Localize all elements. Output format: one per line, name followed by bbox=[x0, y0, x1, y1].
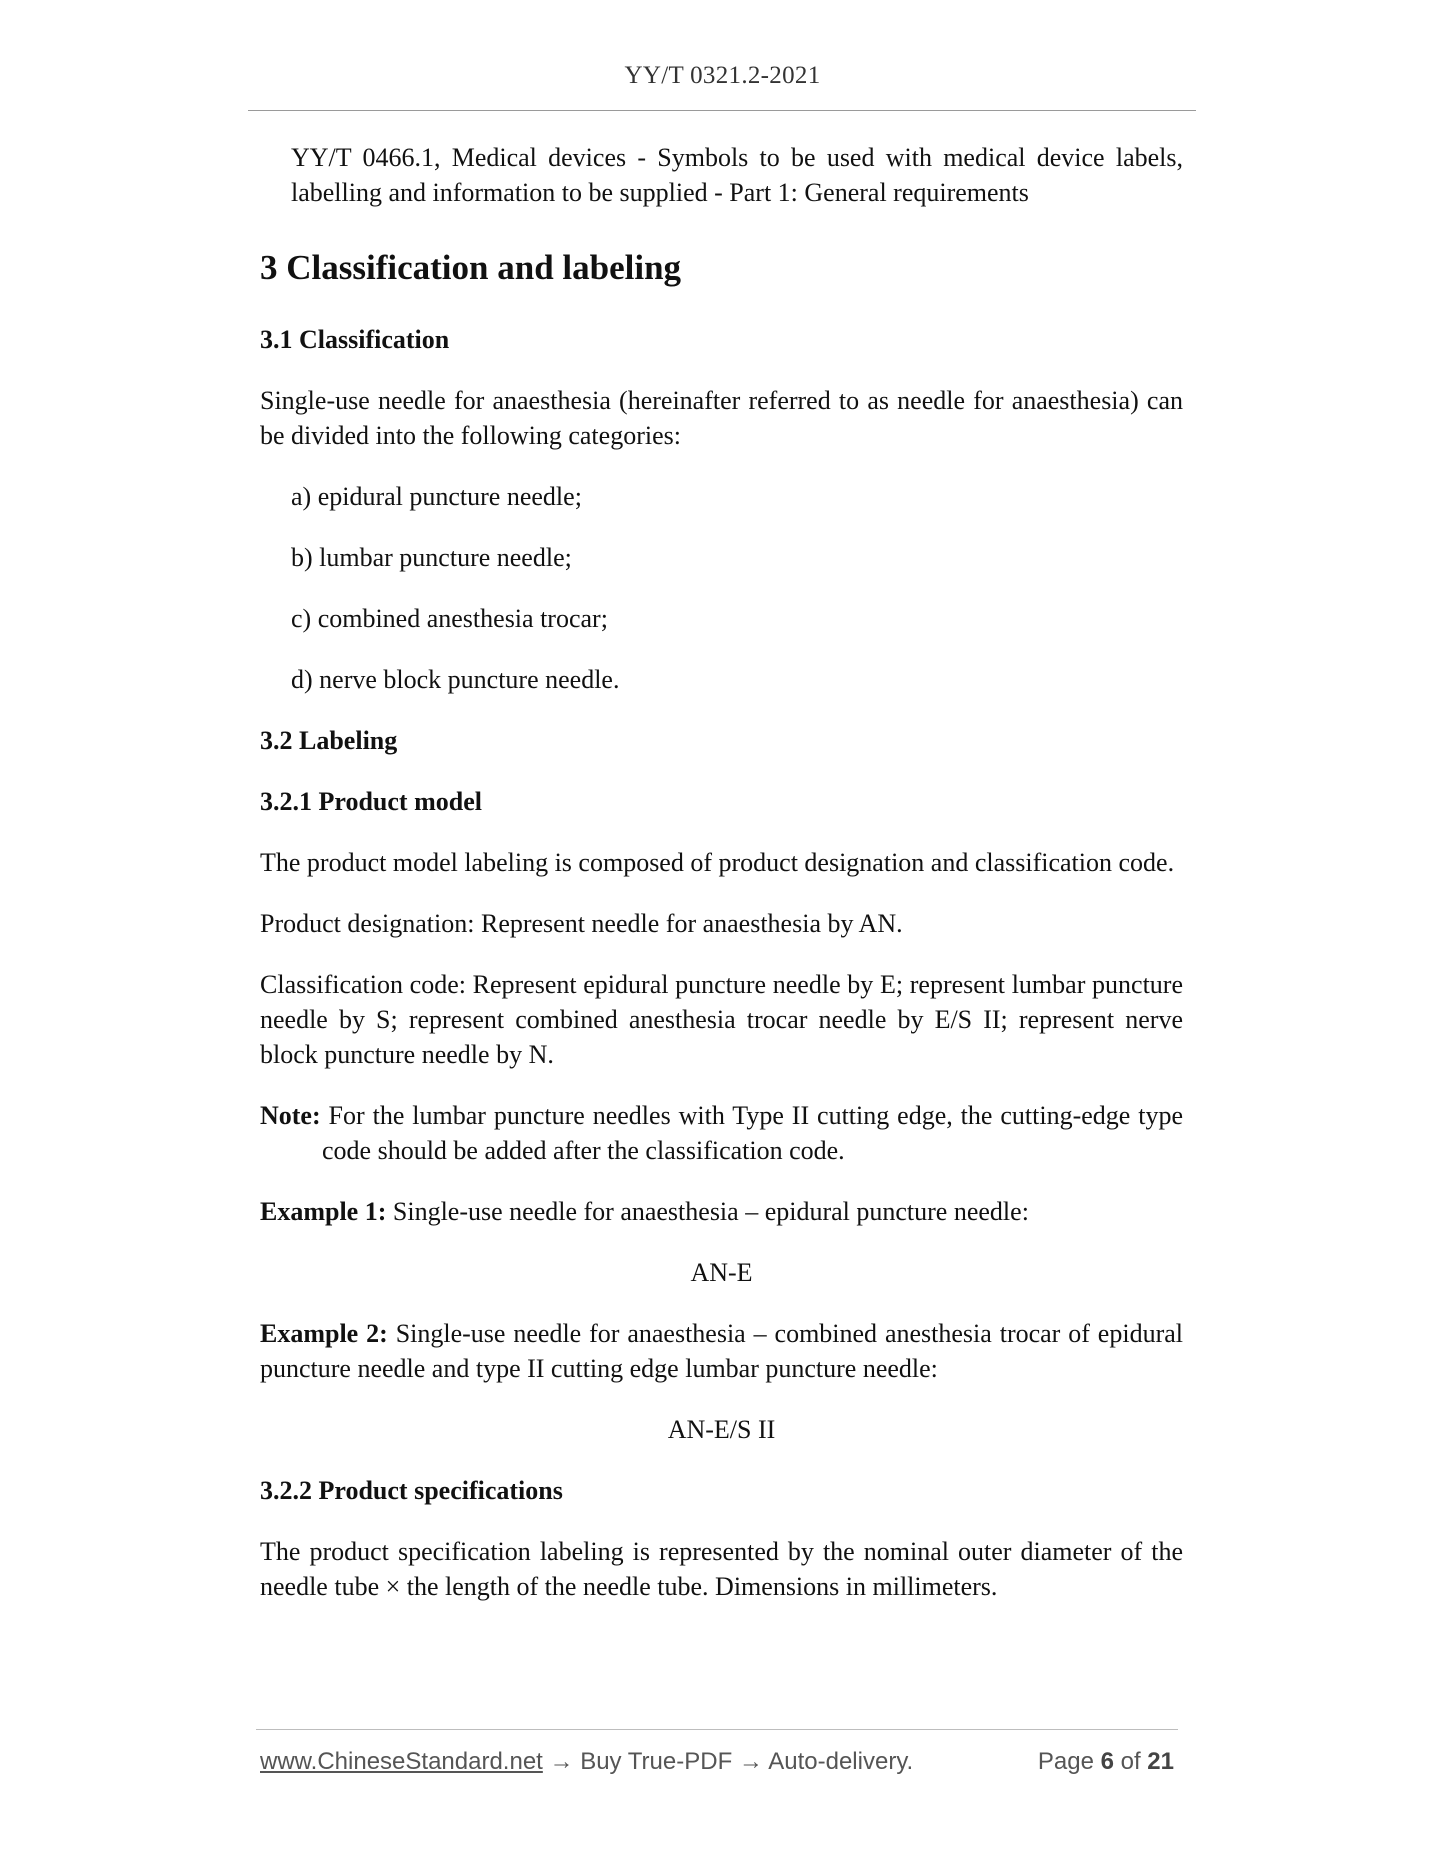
normative-reference-entry: YY/T 0466.1, Medical devices - Symbols to be used with medical device labels, labelling and information to be supplied - Part 1: General requirements bbox=[291, 143, 1183, 207]
section-3-2-heading: 3.2 Labeling bbox=[260, 726, 398, 755]
example-1-code: AN-E bbox=[690, 1258, 753, 1287]
list-item: d) nerve block puncture needle. bbox=[291, 665, 620, 694]
section-3-2-1-heading: 3.2.1 Product model bbox=[260, 787, 482, 816]
page-indicator bbox=[1038, 1746, 1174, 1778]
example-2-paragraph bbox=[260, 1316, 1183, 1386]
product-model-paragraph: The product model labeling is composed of product designation and classification code. bbox=[260, 848, 1175, 877]
document-code-header: YY/T 0321.2-2021 bbox=[624, 62, 821, 89]
footer-divider bbox=[256, 1729, 1178, 1730]
page-footer bbox=[260, 1746, 1178, 1778]
product-designation-paragraph: Product designation: Represent needle for anaesthesia by AN. bbox=[260, 909, 903, 938]
section-3-heading: 3 Classification and labeling bbox=[260, 248, 682, 287]
current-page-number: 6 bbox=[1100, 1748, 1114, 1775]
page-of-label: of bbox=[1113, 1748, 1148, 1775]
auto-delivery-text: Auto-delivery. bbox=[768, 1748, 914, 1775]
example-2-code: AN-E/S II bbox=[667, 1415, 776, 1444]
list-item: a) epidural puncture needle; bbox=[291, 482, 582, 511]
classification-code-paragraph: Classification code: Represent epidural puncture needle by E; represent lumbar puncture needle by S; represent combined anesthesia trocar needle by E/S II; represent nerve block puncture needle by N. bbox=[260, 970, 1183, 1069]
product-specifications-paragraph: The product specification labeling is represented by the nominal outer diameter of the needle tube × the length of the needle tube. Dimensions in millimeters. bbox=[260, 1537, 1183, 1601]
example-1-paragraph bbox=[260, 1194, 1183, 1229]
section-3-1-heading: 3.1 Classification bbox=[260, 325, 450, 354]
example-2-label: Example 2: bbox=[260, 1319, 388, 1348]
footer-promo bbox=[260, 1746, 913, 1778]
example-1-text: Single-use needle for anaesthesia – epidural puncture needle: bbox=[386, 1197, 1029, 1226]
header-divider bbox=[248, 110, 1196, 111]
buy-true-pdf-text: Buy True-PDF bbox=[580, 1748, 733, 1775]
classification-intro: Single-use needle for anaesthesia (hereinafter referred to as needle for anaesthesia) can be divided into the following categories: bbox=[260, 386, 1183, 450]
page-label: Page bbox=[1037, 1748, 1101, 1775]
note-paragraph bbox=[260, 1098, 1183, 1168]
note-label: Note: bbox=[260, 1101, 321, 1130]
list-item: c) combined anesthesia trocar; bbox=[291, 604, 608, 633]
website-link[interactable]: www.ChineseStandard.net bbox=[260, 1748, 543, 1775]
example-1-label: Example 1: bbox=[260, 1197, 387, 1226]
page-content bbox=[260, 140, 1183, 1630]
arrow-right-icon: → bbox=[542, 1748, 581, 1775]
section-3-2-2-heading: 3.2.2 Product specifications bbox=[260, 1476, 563, 1505]
total-page-count: 21 bbox=[1147, 1748, 1174, 1775]
list-item: b) lumbar puncture needle; bbox=[291, 543, 572, 572]
note-text: For the lumbar puncture needles with Type II cutting edge, the cutting-edge type code should be added after the classification code. bbox=[320, 1101, 1183, 1165]
example-2-text: Single-use needle for anaesthesia – combined anesthesia trocar of epidural puncture needle and type II cutting edge lumbar puncture needle: bbox=[260, 1319, 1183, 1383]
arrow-right-icon: → bbox=[732, 1748, 769, 1775]
